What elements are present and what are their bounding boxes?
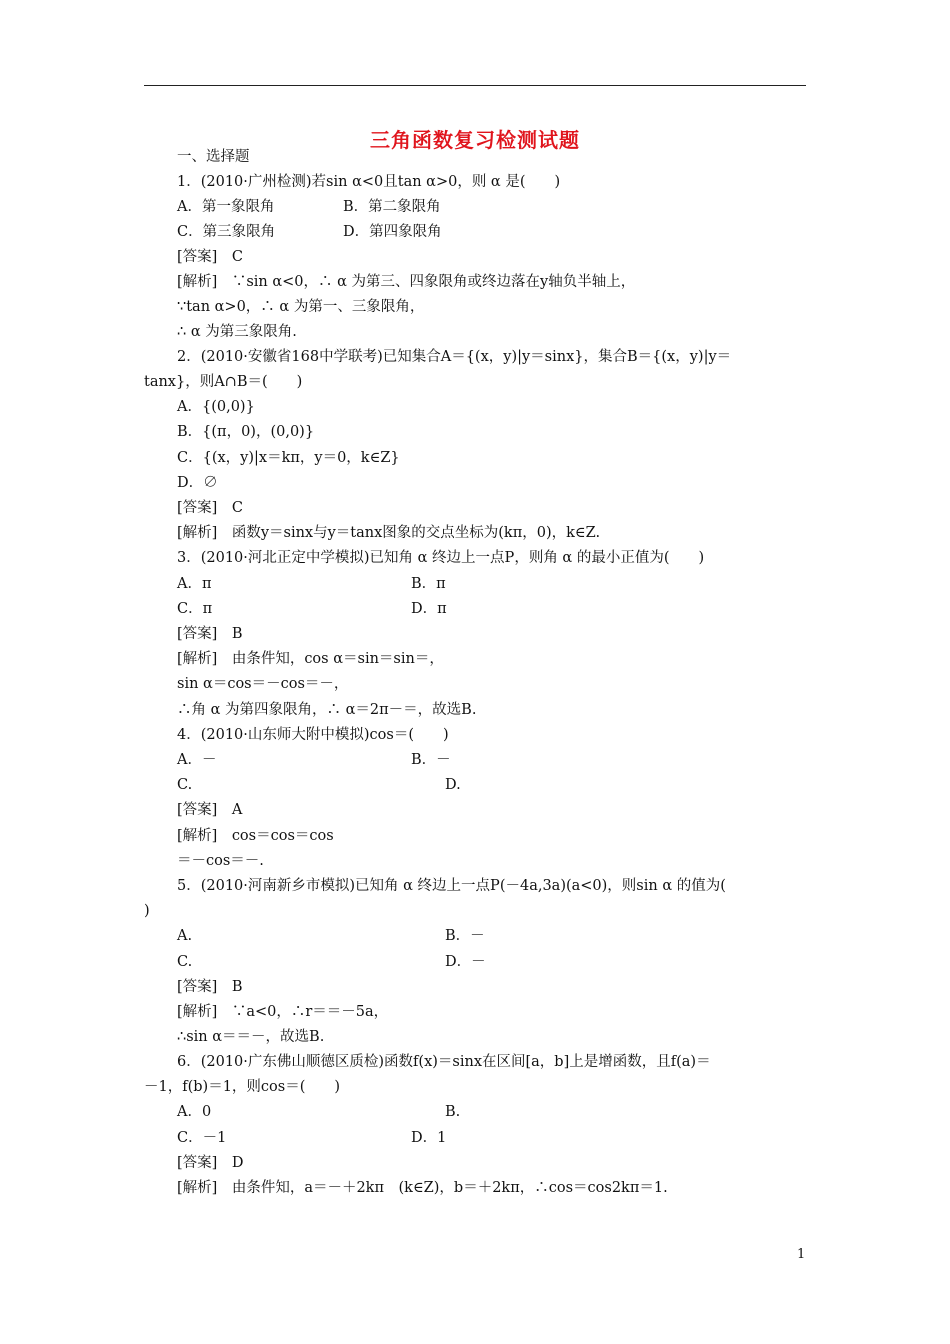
q5-option-c: C.	[177, 954, 193, 970]
document-title: 三角函数复习检测试题	[370, 128, 580, 152]
q4-option-c: C.	[177, 777, 193, 793]
q5-answer: [答案] B	[177, 979, 243, 995]
q4-analysis-line: ＝－cos＝－.	[177, 853, 264, 869]
q3-answer: [答案] B	[177, 626, 243, 642]
q3-analysis: [解析] 由条件知，cos α＝sin＝sin＝，	[177, 651, 444, 667]
q5-option-b: B．－	[445, 928, 485, 944]
q6-option-b: B.	[445, 1104, 461, 1120]
q3-option-d: D．π	[411, 601, 447, 617]
question-1: 1．(2010·广州检测)若sin α<0且tan α>0，则 α 是( )	[177, 174, 561, 190]
question-6-cont: －1，f(b)＝1，则cos＝( )	[144, 1079, 341, 1095]
question-6: 6．(2010·广东佛山顺德区质检)函数f(x)＝sinx在区间[a，b]上是增函数，且f(a)＝	[177, 1054, 711, 1070]
q4-option-a: A．－	[177, 752, 217, 768]
q5-option-d: D．－	[445, 954, 486, 970]
q3-analysis-line: sin α＝cos＝－cos＝－，	[177, 676, 349, 692]
q1-analysis: [解析] ∵sin α<0，∴ α 为第三、四象限角或终边落在y轴负半轴上，	[177, 274, 636, 290]
q3-option-c: C．π	[177, 601, 213, 617]
question-4: 4．(2010·山东师大附中模拟)cos＝( )	[177, 727, 449, 743]
q1-analysis-line: ∴ α 为第三象限角.	[177, 324, 297, 340]
q2-option-b: B．{(π，0)，(0,0)}	[177, 424, 315, 440]
page-number: 1	[797, 1247, 806, 1262]
q2-option-d: D．∅	[177, 475, 218, 491]
q3-option-b: B．π	[411, 576, 446, 592]
q6-option-a: A．0	[177, 1104, 212, 1120]
question-5: 5．(2010·河南新乡市模拟)已知角 α 终边上一点P(－4a,3a)(a<0)，则sin α 的值为(	[177, 878, 726, 894]
q5-option-a: A.	[177, 928, 193, 944]
question-2: 2．(2010·安徽省168中学联考)已知集合A＝{(x，y)|y＝sinx}，集合B＝{(x，y)|y＝	[177, 349, 732, 365]
question-3: 3．(2010·河北正定中学模拟)已知角 α 终边上一点P，则角 α 的最小正值为( )	[177, 550, 705, 566]
q4-answer: [答案] A	[177, 802, 243, 818]
question-5-cont: )	[144, 903, 150, 919]
q2-answer: [答案] C	[177, 500, 243, 516]
q4-analysis: [解析] cos＝cos＝cos	[177, 828, 334, 844]
q6-analysis: [解析] 由条件知，a＝－＋2kπ (k∈Z)，b＝＋2kπ，∴cos＝cos2kπ＝1.	[177, 1180, 668, 1196]
q2-option-a: A．{(0,0)}	[177, 399, 255, 415]
q1-option-c: C．第三象限角	[177, 224, 276, 240]
q6-answer: [答案] D	[177, 1155, 244, 1171]
section-heading: 一、选择题	[177, 149, 250, 165]
q6-option-d: D．1	[411, 1130, 447, 1146]
q4-option-b: B．－	[411, 752, 451, 768]
q1-answer: [答案] C	[177, 249, 243, 265]
q4-option-d: D.	[445, 777, 461, 793]
q1-option-a: A．第一象限角	[177, 199, 275, 215]
q3-analysis-line: ∴角 α 为第四象限角，∴ α＝2π－＝，故选B.	[177, 702, 477, 718]
header-rule	[144, 85, 806, 86]
q1-option-d: D．第四象限角	[343, 224, 442, 240]
q1-option-b: B．第二象限角	[343, 199, 441, 215]
question-2-cont: tanx}，则A∩B＝( )	[144, 374, 303, 390]
q5-analysis-line: ∴sin α＝＝－，故选B.	[177, 1029, 325, 1045]
q2-analysis: [解析] 函数y＝sinx与y＝tanx图象的交点坐标为(kπ，0)，k∈Z.	[177, 525, 601, 541]
q2-option-c: C．{(x，y)|x＝kπ，y＝0，k∈Z}	[177, 450, 400, 466]
q5-analysis: [解析] ∵a<0，∴r＝＝－5a，	[177, 1004, 389, 1020]
q1-analysis-line: ∵tan α>0，∴ α 为第一、三象限角，	[177, 299, 425, 315]
q3-option-a: A．π	[177, 576, 212, 592]
q6-option-c: C．－1	[177, 1130, 227, 1146]
